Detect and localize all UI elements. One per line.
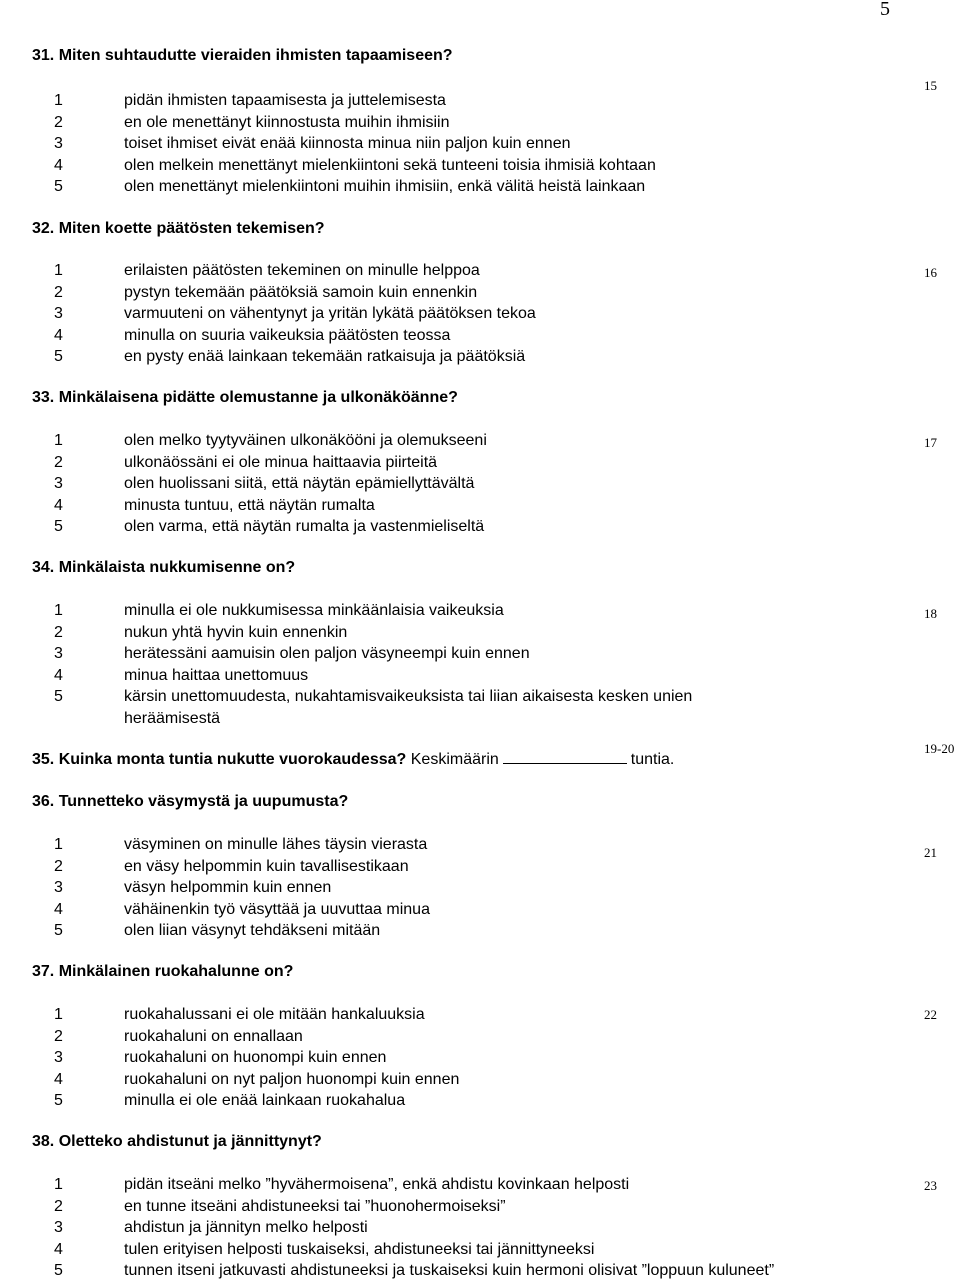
question-32-title: 32. Miten koette päätösten tekemisen? [32, 220, 325, 237]
option-number: 4 [54, 496, 63, 514]
hours-blank[interactable] [503, 749, 627, 764]
question-35-suffix: tuntia. [630, 751, 675, 768]
option-row[interactable] [54, 325, 884, 347]
question-37-options [54, 1004, 884, 1112]
question-31-title: 31. Miten suhtaudutte vieraiden ihmisten tapaamiseen? [32, 47, 453, 64]
option-row[interactable] [54, 1260, 884, 1282]
option-text: pidän ihmisten tapaamisesta ja juttelemisesta [124, 92, 446, 109]
option-text: en pysty enää lainkaan tekemään ratkaisuja ja päätöksiä [124, 348, 526, 365]
option-row[interactable] [54, 643, 884, 665]
question-36-title: 36. Tunnetteko väsymystä ja uupumusta? [32, 793, 349, 810]
option-text-continued: heräämisestä [124, 709, 221, 727]
option-row[interactable] [54, 1026, 884, 1048]
option-text: minua haittaa unettomuus [124, 666, 309, 684]
option-row[interactable] [54, 260, 884, 282]
option-text: olen liian väsynyt tehdäkseni mitään [124, 922, 381, 939]
option-number: 2 [54, 623, 63, 641]
option-text: en ole menettänyt kiinnostusta muihin ihmisiin [124, 113, 450, 131]
question-32-options [54, 260, 884, 368]
question-37-code: 22 [924, 1007, 937, 1022]
option-number: 4 [54, 666, 63, 684]
question-31-code: 15 [924, 78, 937, 93]
option-row[interactable] [54, 176, 884, 198]
question-35-prefix: Keskimäärin [410, 751, 499, 768]
option-number: 1 [54, 1176, 63, 1193]
option-number: 3 [54, 1049, 63, 1066]
option-number: 3 [54, 305, 63, 322]
option-row[interactable] [54, 834, 884, 856]
option-number: 5 [54, 1262, 63, 1279]
question-36-code: 21 [924, 845, 937, 860]
option-number: 5 [54, 922, 63, 939]
option-row[interactable] [54, 90, 884, 112]
option-number: 1 [54, 432, 63, 449]
option-text: toiset ihmiset eivät enää kiinnosta minua niin paljon kuin ennen [124, 135, 571, 152]
option-row[interactable] [54, 346, 884, 368]
option-text: ruokahaluni on ennallaan [124, 1027, 303, 1045]
option-text: pystyn tekemään päätöksiä samoin kuin ennenkin [124, 283, 478, 301]
option-number: 5 [54, 688, 63, 705]
option-text: ruokahaluni on huonompi kuin ennen [124, 1049, 387, 1066]
option-row[interactable] [54, 133, 884, 155]
option-number: 4 [54, 1070, 63, 1088]
option-text: minulla ei ole enää lainkaan ruokahalua [124, 1092, 406, 1109]
option-number: 4 [54, 326, 63, 344]
option-row[interactable] [54, 1090, 884, 1112]
question-38-options [54, 1174, 884, 1282]
option-row[interactable] [54, 516, 884, 538]
option-row[interactable] [54, 665, 884, 687]
option-row[interactable] [54, 1239, 884, 1261]
option-number: 1 [54, 602, 63, 619]
option-text: kärsin unettomuudesta, nukahtamisvaikeuksista tai liian aikaisesta kesken unien [124, 688, 693, 705]
option-row[interactable] [54, 430, 884, 452]
option-row[interactable] [54, 452, 884, 474]
question-32-code: 16 [924, 265, 937, 280]
option-number: 3 [54, 135, 63, 152]
option-row[interactable] [54, 282, 884, 304]
option-number: 1 [54, 92, 63, 109]
option-row[interactable] [54, 1069, 884, 1091]
option-row[interactable] [54, 1004, 884, 1026]
option-row[interactable] [54, 1047, 884, 1069]
question-33-options [54, 430, 884, 538]
option-row[interactable] [54, 1196, 884, 1218]
option-row[interactable] [54, 495, 884, 517]
option-text: olen huolissani siitä, että näytän epämiellyttävältä [124, 475, 475, 492]
option-number: 4 [54, 156, 63, 174]
question-35-title [32, 749, 674, 770]
option-text: ulkonäössäni ei ole minua haittaavia piirteitä [124, 453, 438, 471]
question-33-code: 17 [924, 435, 937, 450]
option-text: varmuuteni on vähentynyt ja yritän lykätä päätöksen tekoa [124, 305, 536, 322]
option-text: en väsy helpommin kuin tavallisestikaan [124, 857, 409, 875]
option-number: 1 [54, 1006, 63, 1023]
question-31-options [54, 90, 884, 198]
question-35-code: 19-20 [924, 741, 955, 756]
question-36-options [54, 834, 884, 942]
option-number: 2 [54, 113, 63, 131]
option-number: 5 [54, 178, 63, 195]
option-text: pidän itseäni melko ”hyvähermoisena”, enkä ahdistu kovinkaan helposti [124, 1176, 630, 1193]
option-number: 2 [54, 1027, 63, 1045]
option-row[interactable] [54, 303, 884, 325]
question-38-title: 38. Oletteko ahdistunut ja jännittynyt? [32, 1133, 322, 1150]
option-row[interactable] [54, 686, 884, 729]
option-number: 2 [54, 1197, 63, 1215]
option-number: 4 [54, 900, 63, 918]
option-row[interactable] [54, 1174, 884, 1196]
option-number: 1 [54, 262, 63, 279]
question-38-code: 23 [924, 1178, 937, 1193]
option-number: 5 [54, 1092, 63, 1109]
question-34-title: 34. Minkälaista nukkumisenne on? [32, 559, 296, 576]
option-text: tunnen itseni jatkuvasti ahdistuneeksi ja tuskaiseksi kuin hermoni olisivat ”loppuun kuluneet” [124, 1262, 775, 1279]
option-text: vähäinenkin työ väsyttää ja uuvuttaa minua [124, 900, 430, 918]
option-text: väsyminen on minulle lähes täysin vierasta [124, 836, 428, 853]
option-row[interactable] [54, 1217, 884, 1239]
option-row[interactable] [54, 600, 884, 622]
option-text: olen melkein menettänyt mielenkiintoni sekä tunteeni toisia ihmisiä kohtaan [124, 156, 656, 174]
option-number: 4 [54, 1240, 63, 1258]
option-text: herätessäni aamuisin olen paljon väsyneempi kuin ennen [124, 645, 530, 662]
option-text: olen menettänyt mielenkiintoni muihin ihmisiin, enkä välitä heistä lainkaan [124, 178, 646, 195]
option-number: 3 [54, 1219, 63, 1236]
question-37-title: 37. Minkälainen ruokahalunne on? [32, 963, 294, 980]
option-text: nukun yhtä hyvin kuin ennenkin [124, 623, 348, 641]
option-text: väsyn helpommin kuin ennen [124, 879, 332, 896]
option-number: 2 [54, 453, 63, 471]
option-row[interactable] [54, 920, 884, 942]
option-text: minulla ei ole nukkumisessa minkäänlaisia vaikeuksia [124, 602, 504, 619]
option-text: minulla on suuria vaikeuksia päätösten teossa [124, 326, 451, 344]
option-number: 5 [54, 518, 63, 535]
option-row[interactable] [54, 622, 884, 644]
option-number: 2 [54, 283, 63, 301]
option-row[interactable] [54, 473, 884, 495]
option-number: 2 [54, 857, 63, 875]
option-text: ahdistun ja jännityn melko helposti [124, 1219, 368, 1236]
option-text: tulen erityisen helposti tuskaiseksi, ahdistuneeksi tai jännittyneeksi [124, 1240, 595, 1258]
option-number: 5 [54, 348, 63, 365]
option-number: 3 [54, 475, 63, 492]
option-number: 1 [54, 836, 63, 853]
option-number: 3 [54, 645, 63, 662]
option-row[interactable] [54, 856, 884, 878]
question-33-title: 33. Minkälaisena pidätte olemustanne ja ulkonäköänne? [32, 389, 458, 406]
option-row[interactable] [54, 155, 884, 177]
option-row[interactable] [54, 899, 884, 921]
page-number: 5 [880, 0, 890, 20]
option-text: ruokahaluni on nyt paljon huonompi kuin ennen [124, 1070, 460, 1088]
question-34-code: 18 [924, 606, 937, 621]
option-text: en tunne itseäni ahdistuneeksi tai ”huonohermoiseksi” [124, 1197, 506, 1215]
option-text: erilaisten päätösten tekeminen on minulle helppoa [124, 262, 480, 279]
option-text: minusta tuntuu, että näytän rumalta [124, 496, 375, 514]
option-row[interactable] [54, 877, 884, 899]
option-row[interactable] [54, 112, 884, 134]
question-35-text: 35. Kuinka monta tuntia nukutte vuorokaudessa? [32, 751, 407, 768]
option-text: olen varma, että näytän rumalta ja vastenmieliseltä [124, 518, 485, 535]
option-text: ruokahalussani ei ole mitään hankaluuksia [124, 1006, 425, 1023]
option-text: olen melko tyytyväinen ulkonäkööni ja olemukseeni [124, 432, 487, 449]
question-34-options [54, 600, 884, 729]
option-number: 3 [54, 879, 63, 896]
